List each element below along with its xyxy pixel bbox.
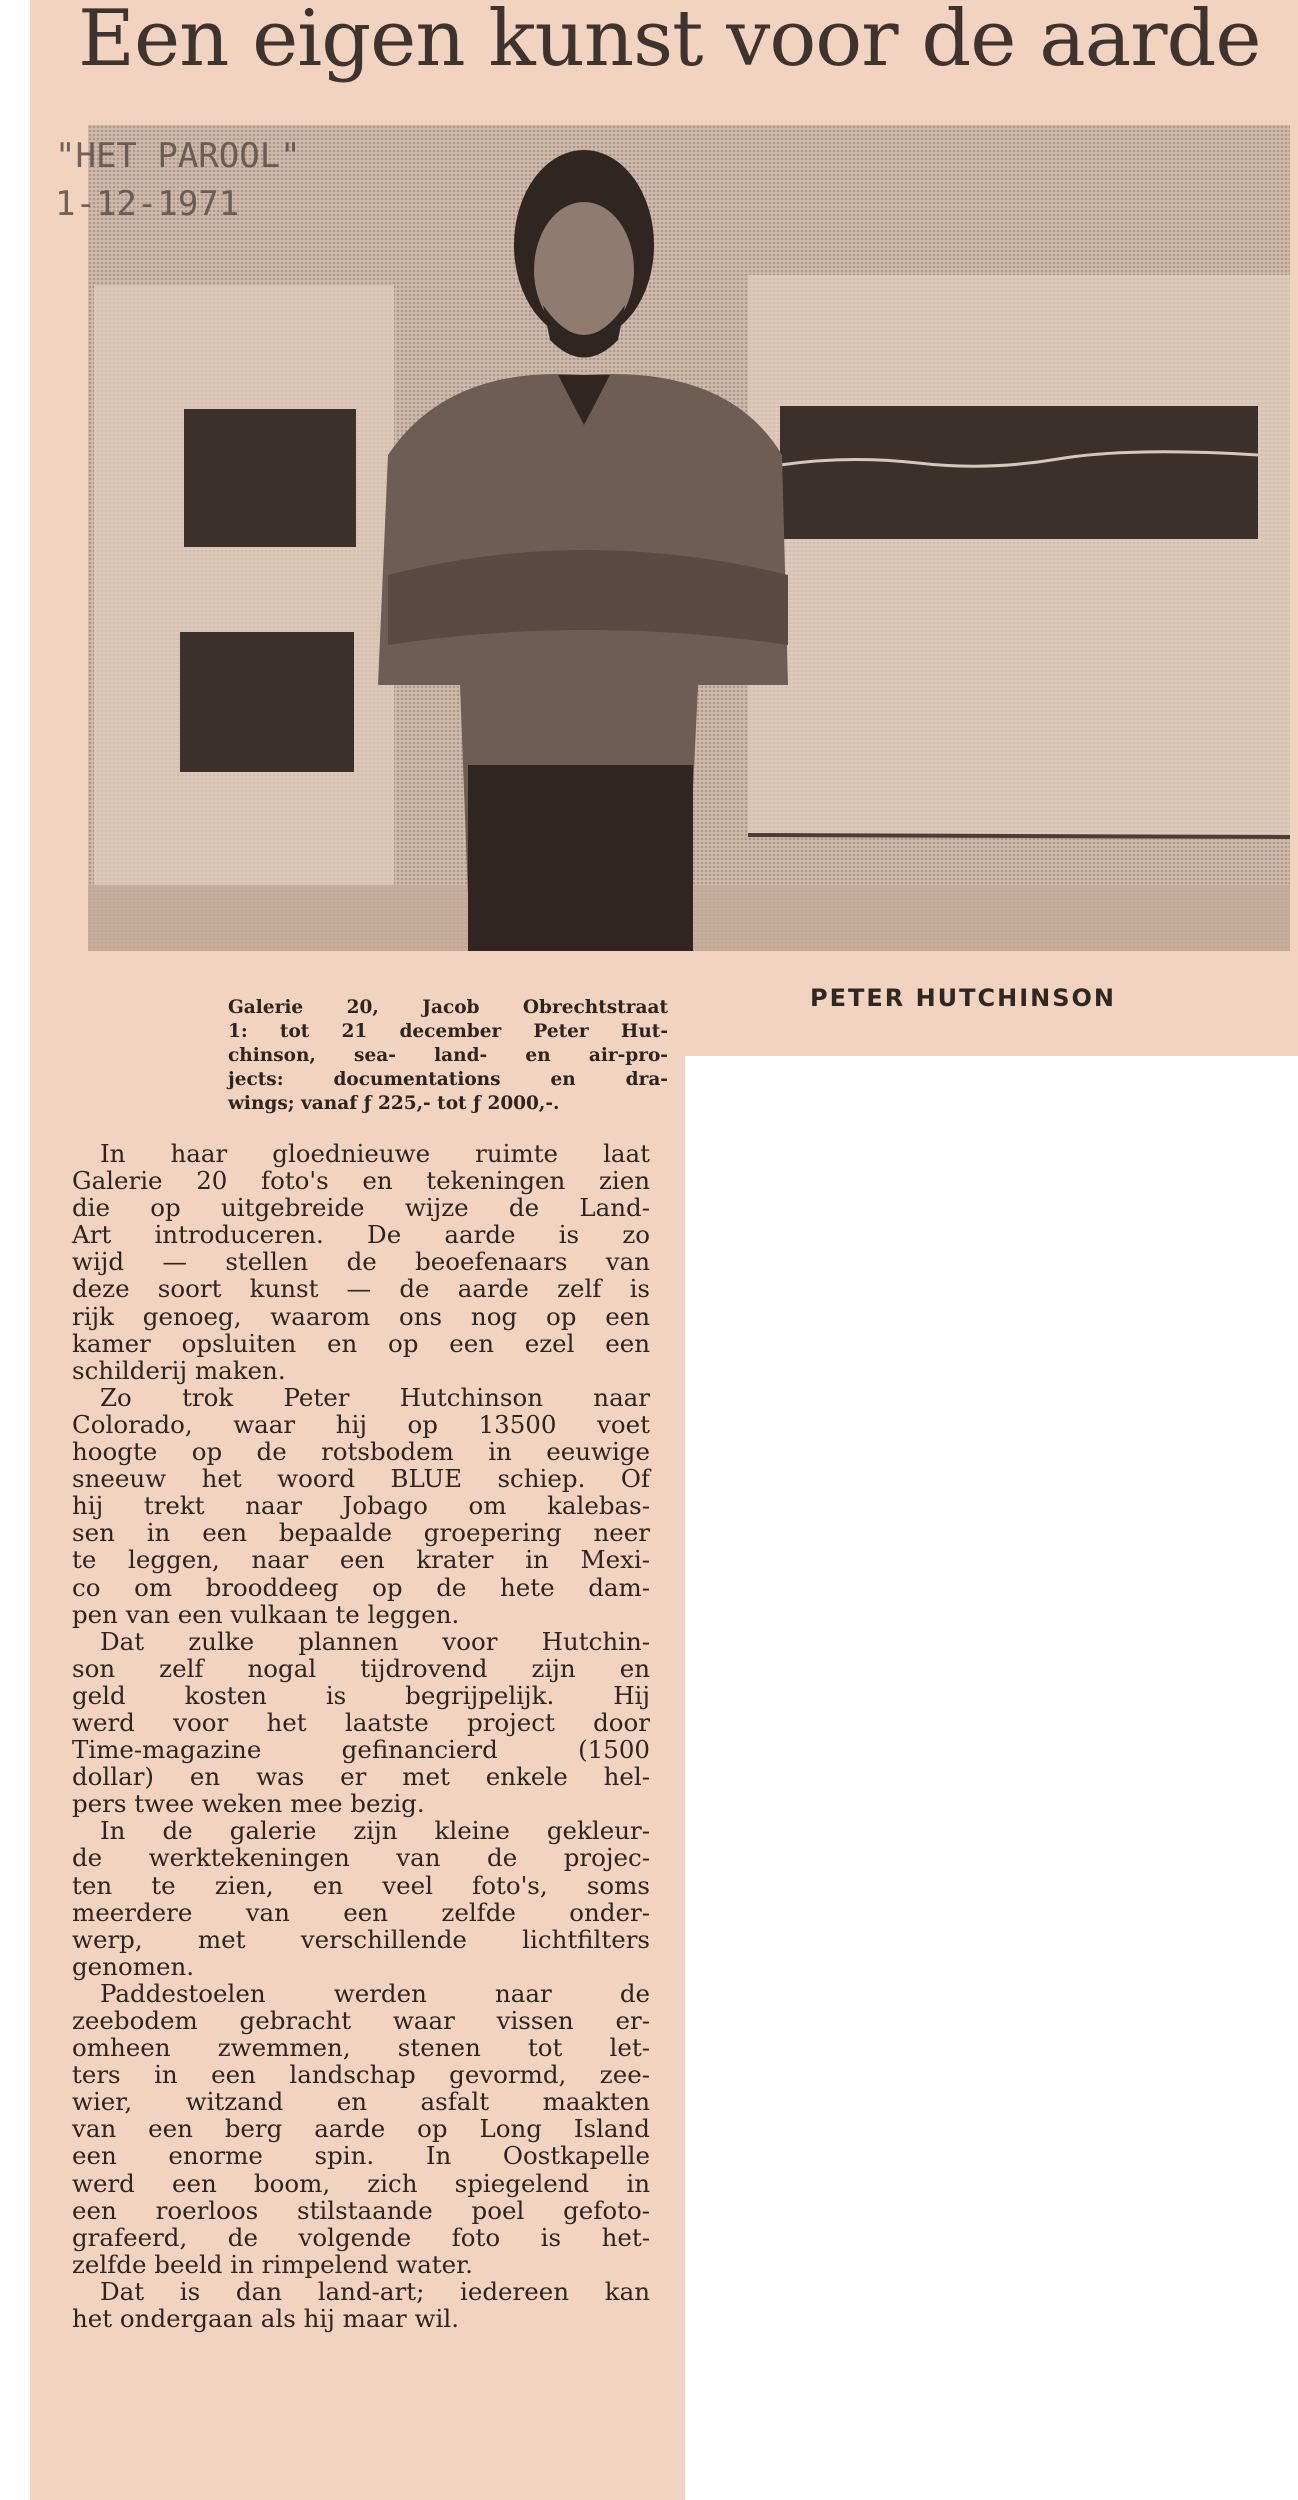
body-line: geld kosten is begrijpelijk. Hij [72,1680,650,1710]
body-line: Dat is dan land-art; iedereen kan [100,2276,650,2306]
body-line: een roerloos stilstaande poel gefoto- [72,2195,650,2225]
body-line: een enorme spin. In Oostkapelle [72,2141,650,2171]
body-line: zeebodem gebracht waar vissen er- [72,2006,650,2035]
paragraph-2 [72,1384,650,1628]
body-line: In de galerie zijn kleine gekleur- [100,1816,650,1846]
paragraph-3 [72,1628,650,1818]
body-line: de werktekeningen van de projec- [72,1843,650,1873]
body-line: sen in een bepaalde groepering neer [72,1518,650,1548]
body-line: die op uitgebreide wijze de Land- [72,1193,650,1223]
article-photo [88,125,1290,951]
body-line: co om brooddeeg op de hete dam- [72,1572,650,1602]
newspaper-stamp [55,132,301,228]
body-line: Galerie 20 foto's en tekeningen zien [72,1166,650,1196]
paragraph-6 [72,2278,650,2332]
paragraph-1 [72,1140,650,1384]
headline: Een eigen kunst voor de aarde [78,0,1261,84]
body-line: Time-magazine gefinancierd (1500 [72,1735,650,1765]
stamp-newspaper-name: "HET PAROOL" [55,136,301,176]
body-line: werd voor het laatste project door [72,1707,650,1737]
body-line: wijd — stellen de beoefenaars van [72,1247,650,1277]
body-line: wier, witzand en asfalt maakten [72,2087,650,2117]
body-line: sneeuw het woord BLUE schiep. Of [72,1464,650,1494]
body-line: pen van een vulkaan te leggen. [72,1599,460,1629]
body-line: dollar) en was er met enkele hel- [72,1762,650,1792]
stamp-date: 1-12-1971 [55,184,240,224]
body-line: grafeerd, de volgende foto is het- [72,2222,650,2252]
body-line: pers twee weken mee bezig. [72,1789,425,1819]
body-line: Dat zulke plannen voor Hutchin- [100,1626,650,1656]
photo-scene [88,125,1290,951]
photo-credit: PETER HUTCHINSON [810,984,1117,1012]
body-line: ters in een landschap gevormd, zee- [72,2060,650,2090]
paragraph-4 [72,1817,650,1980]
body-line: son zelf nogal tijdrovend zijn en [72,1653,650,1683]
body-line: werp, met verschillende lichtfilters [72,1924,650,1954]
paragraph-5 [72,1980,650,2278]
body-line: meerdere van een zelfde onder- [72,1897,650,1927]
body-line: rijk genoeg, waarom ons nog op een [72,1301,650,1331]
body-line: zelfde beeld in rimpelend water. [72,2249,473,2279]
caption-line: Galerie 20, Jacob Obrechtstraat [228,997,668,1018]
caption-line: chinson, sea- land- en air-pro- [228,1045,668,1066]
body-line: schilderij maken. [72,1355,286,1385]
caption-line: wings; vanaf ƒ 225,- tot ƒ 2000,-. [228,1093,560,1114]
caption-line: jects: documentations en dra- [228,1069,668,1090]
body-line: In haar gloednieuwe ruimte laat [100,1139,650,1168]
body-line: hij trekt naar Jobago om kalebas- [72,1491,650,1521]
body-line: Colorado, waar hij op 13500 voet [72,1409,650,1439]
body-line: genomen. [72,1951,195,1981]
body-line: kamer opsluiten en op een ezel een [72,1328,650,1358]
body-line: het ondergaan als hij maar wil. [72,2304,459,2334]
body-line: Paddestoelen werden naar de [100,1978,650,2008]
body-line: ten te zien, en veel foto's, soms [72,1870,650,1900]
body-line: Zo trok Peter Hutchinson naar [100,1382,650,1412]
body-line: omheen zwemmen, stenen tot let- [72,2033,650,2063]
body-line: deze soort kunst — de aarde zelf is [72,1274,650,1304]
body-line: te leggen, naar een krater in Mexi- [72,1545,650,1575]
caption-line: 1: tot 21 december Peter Hut- [228,1021,668,1042]
article-body [72,1140,650,2332]
body-line: Art introduceren. De aarde is zo [72,1220,650,1250]
body-line: hoogte op de rotsbodem in eeuwige [72,1437,650,1467]
body-line: werd een boom, zich spiegelend in [72,2168,650,2198]
exhibition-caption [228,996,668,1116]
body-line: van een berg aarde op Long Island [72,2114,650,2144]
